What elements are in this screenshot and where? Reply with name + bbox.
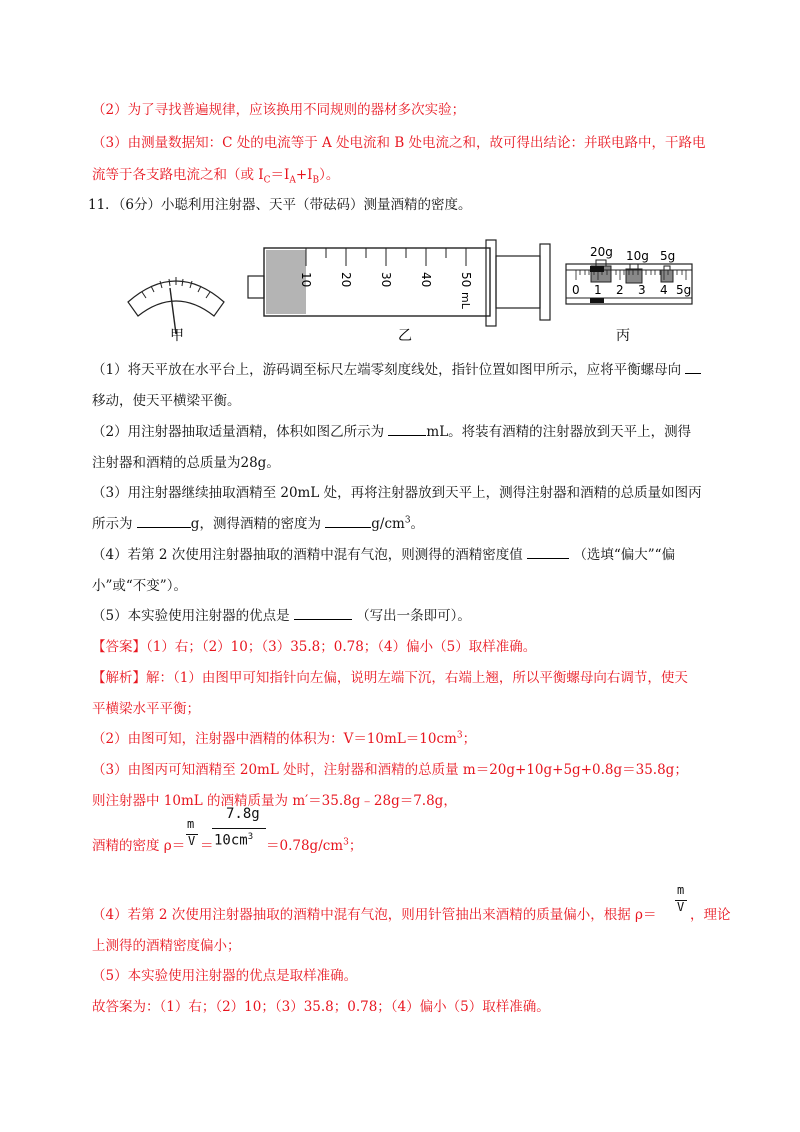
superscript: 3: [404, 515, 411, 526]
syringe-tick-40: 40: [419, 272, 433, 288]
syringe-tick-20: 20: [339, 272, 353, 288]
question-text: （2）用注射器抽取适量酒精，体积如图乙所示为: [92, 424, 385, 440]
question-text: （5）本实验使用注射器的优点是: [92, 608, 290, 624]
weight-label-5g: 5g: [660, 249, 676, 263]
question-header: 11．（6分）小聪利用注射器、天平（带砝码）测量酒精的密度。: [88, 197, 472, 213]
intro-text: 流等于各支路电流之和（或 I: [92, 167, 264, 183]
frac-v-2: V: [677, 900, 685, 914]
superscript: 3: [456, 730, 463, 741]
scale-tick-5g: 5g: [676, 283, 692, 297]
analysis-1b: 平横梁水平平衡；: [92, 701, 200, 717]
rider-bottom: [590, 298, 604, 303]
answer-blank-1[interactable]: [685, 373, 701, 374]
analysis-2: [92, 727, 476, 747]
caption-yi: 乙: [398, 328, 412, 344]
syringe-figure: [248, 240, 550, 326]
syringe-tick-30: 30: [379, 272, 393, 288]
intro-line-3a: （3）由测量数据知：C 处的电流等于 A 处电流和 B 处电流之和，故可得出结论：并联电路中，干路电: [92, 135, 706, 151]
question-text: （选填“偏大”“偏: [573, 547, 676, 563]
intro-text: ＝I: [270, 167, 290, 183]
answer-blank-3b[interactable]: [325, 527, 371, 528]
scale-tick-4: 4: [660, 283, 668, 297]
analysis-1a: [92, 666, 688, 686]
answer-blank-2[interactable]: [388, 435, 426, 436]
caption-bing: 丙: [616, 328, 630, 344]
question-2a: [92, 420, 691, 440]
balance-dial-figure: [128, 277, 224, 334]
intro-line-3b: [92, 163, 339, 186]
frac-m: m: [187, 817, 195, 831]
intro-line-2: （2）为了寻找普遍规律，应该换用不同规则的器材多次实验；: [92, 102, 466, 118]
final-answer: 故答案为：（1）右；（2）10；（3）35.8；0.78；（4）偏小（5）取样准确。: [92, 999, 550, 1015]
syringe-unit: mL: [459, 292, 472, 309]
denominator-text: 10cm: [214, 832, 248, 849]
analysis-5-label: 酒精的密度 ρ＝: [92, 838, 186, 854]
answer-text: （1）右；（2）10；（3）35.8；0.78；（4）偏小（5）取样准确。: [146, 639, 537, 655]
question-text: g/cm: [371, 516, 405, 532]
question-1a: [92, 358, 701, 378]
question-text: mL。将装有酒精的注射器放到天平上，测得: [426, 424, 692, 440]
analysis-6a: （4）若第 2 次使用注射器抽取的酒精中混有气泡，则用针管抽出来酒精的质量偏小，根据 ρ＝: [92, 907, 657, 923]
analysis-4: 则注射器中 10mL 的酒精质量为 m′＝35.8g﹣28g＝7.8g，: [92, 793, 457, 809]
figure-area: [0, 236, 800, 346]
question-4a: [92, 543, 675, 563]
syringe-tick-50: 50: [459, 272, 473, 288]
analysis-5-result: [266, 834, 362, 854]
subscript-b: B: [312, 175, 320, 186]
analysis-3: （3）由图丙可知酒精至 20mL 处时，注射器和酒精的总质量 m＝20g+10g+5g+0.8g＝35.8g；: [92, 762, 688, 778]
analysis-6b: 上测得的酒精密度偏小；: [92, 938, 241, 954]
syringe-tick-10: 10: [299, 272, 313, 288]
intro-text: +I: [295, 167, 313, 183]
weight-label-10g: 10g: [626, 249, 649, 263]
rider-top: [590, 266, 604, 272]
frac-m-2: m: [677, 883, 685, 897]
analysis-text: ＝0.78g/cm: [266, 838, 344, 854]
scale-tick-1: 1: [594, 283, 602, 297]
analysis-text: （2）由图可知，注射器中酒精的体积为：V＝10mL＝10cm: [92, 731, 457, 747]
question-text: 所示为: [92, 516, 133, 532]
question-5: [92, 604, 471, 624]
analysis-text: ；: [348, 838, 363, 854]
question-2b: 注射器和酒精的总质量为28g。: [92, 455, 280, 471]
superscript: 3: [247, 832, 254, 842]
analysis-7: （5）本实验使用注射器的优点是取样准确。: [92, 968, 358, 984]
answer-line: [92, 635, 536, 655]
question-1b: 移动，使天平横梁平衡。: [92, 393, 241, 409]
weight-label-20g: 20g: [590, 245, 613, 259]
answer-blank-4[interactable]: [527, 558, 569, 559]
answer-blank-5[interactable]: [294, 619, 352, 620]
analysis-label: 【解析】: [92, 670, 146, 686]
question-text: 。: [410, 516, 425, 532]
answer-label: 【答案】: [92, 639, 146, 655]
analysis-text: ；: [462, 731, 477, 747]
question-text: （4）若第 2 次使用注射器抽取的酒精中混有气泡，则测得的酒精密度值: [92, 547, 523, 563]
frac-v: V: [188, 834, 196, 848]
analysis-text: 解：（1）由图甲可知指针向左偏，说明左端下沉，右端上翘，所以平衡螺母向右调节，使天: [146, 670, 688, 686]
frac-eq: ＝: [200, 838, 214, 854]
superscript: 3: [343, 837, 349, 848]
question-3b: [92, 512, 424, 532]
frac-numerator: 7.8g: [226, 806, 260, 822]
analysis-6a-post: ，理论: [690, 907, 731, 923]
question-text: g，测得酒精的密度为: [190, 516, 321, 532]
scale-tick-0: 0: [572, 283, 580, 297]
subscript-c: C: [263, 175, 271, 186]
subscript-a: A: [289, 175, 296, 186]
scale-tick-3: 3: [638, 283, 646, 297]
caption-jia: 甲: [170, 328, 184, 344]
question-4b: 小”或“不变”）。: [92, 578, 187, 594]
scale-figure: [566, 245, 692, 304]
question-text: （写出一条即可）。: [356, 608, 471, 624]
frac-denominator: [214, 832, 253, 849]
frac-bar-2: [212, 828, 266, 829]
question-text: （1）将天平放在水平台上，游码调至标尺左端零刻度线处，指针位置如图甲所示，应将平衡螺母向: [92, 362, 682, 378]
intro-text: ）。: [319, 167, 340, 183]
answer-blank-3a[interactable]: [137, 527, 191, 528]
scale-tick-2: 2: [616, 283, 624, 297]
question-3a: （3）用注射器继续抽取酒精至 20mL 处，再将注射器放到天平上，测得注射器和酒精的总质量如图丙: [92, 485, 702, 501]
